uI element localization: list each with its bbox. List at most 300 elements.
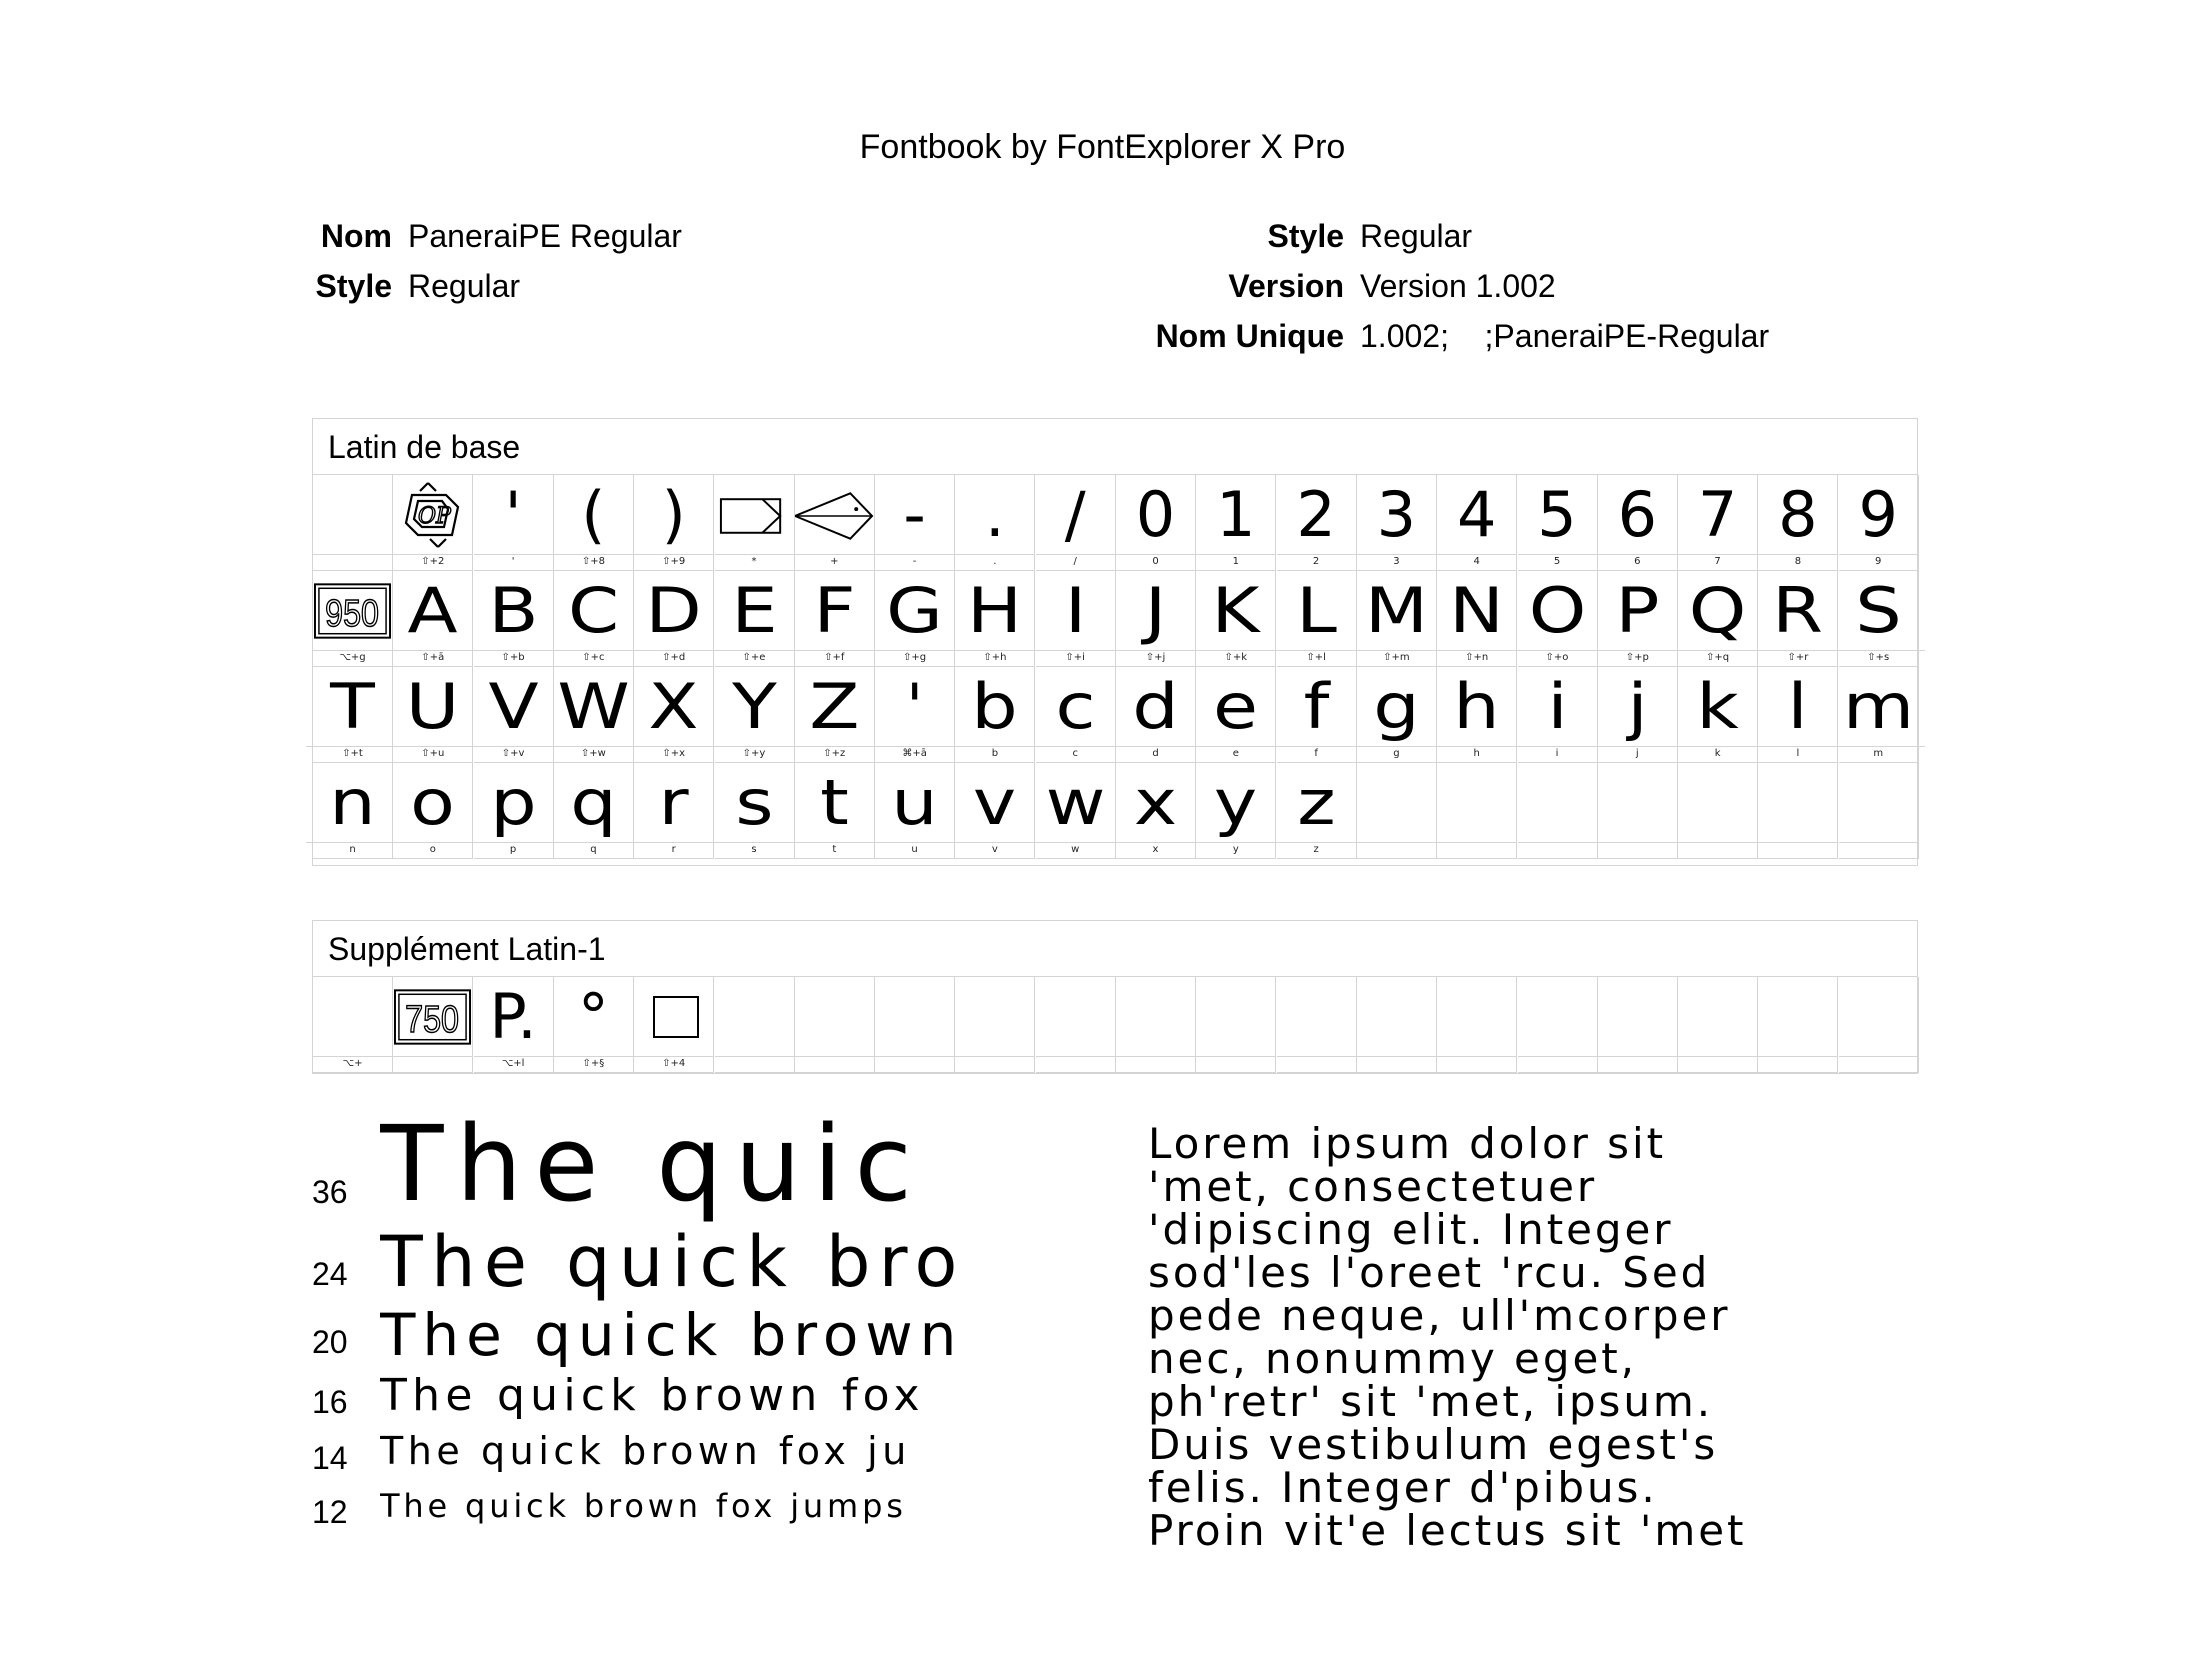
glyph-cell[interactable] <box>1036 571 1116 667</box>
glyph-cell[interactable] <box>313 763 393 859</box>
needle-glyph-icon <box>795 485 874 545</box>
glyph-cell[interactable] <box>1036 475 1116 571</box>
glyph-cell[interactable] <box>393 571 473 667</box>
glyph: e <box>1189 667 1282 747</box>
glyph-cell[interactable] <box>1839 667 1919 763</box>
glyph-cell[interactable] <box>1758 977 1838 1073</box>
glyph-cell[interactable] <box>1678 475 1758 571</box>
glyph-cell[interactable] <box>955 475 1035 571</box>
glyph-cell[interactable] <box>634 667 714 763</box>
glyph-cell[interactable] <box>795 475 875 571</box>
meta-right-style-row <box>1100 214 1900 258</box>
glyph <box>795 475 874 555</box>
glyph-cell[interactable] <box>474 977 554 1073</box>
keystroke-label: ⇧+z <box>823 748 846 759</box>
glyph-cell[interactable] <box>554 475 634 571</box>
glyph-cell[interactable] <box>795 977 875 1073</box>
keystroke-label: ⌥+ <box>342 1058 363 1069</box>
meta-name-value: PaneraiPE Regular <box>408 218 682 254</box>
glyph: G <box>868 571 961 651</box>
glyph-cell[interactable] <box>795 763 875 859</box>
meta-right-style-value: Regular <box>1360 218 1473 254</box>
glyph <box>1678 977 1757 1057</box>
glyph: M <box>1350 571 1443 651</box>
keystroke-label: ⇧+r <box>1787 652 1809 663</box>
keystroke-label: ⇧+9 <box>662 556 686 567</box>
keystroke-label: ⇧+j <box>1145 652 1166 663</box>
glyph-cell[interactable] <box>1758 571 1838 667</box>
keystroke-label: 2 <box>1312 556 1320 567</box>
glyph: q <box>547 763 640 843</box>
keystroke-label: ⇧+2 <box>421 556 445 567</box>
rectangle-glyph-icon <box>715 485 794 545</box>
glyph-cell[interactable] <box>955 571 1035 667</box>
glyph-cell[interactable] <box>1518 763 1598 859</box>
keystroke-label <box>393 1056 472 1072</box>
glyph-cell[interactable] <box>634 977 714 1073</box>
glyph-cell[interactable] <box>393 763 473 859</box>
keystroke-label: w <box>1071 844 1080 855</box>
glyph <box>1116 977 1195 1057</box>
glyph-cell[interactable] <box>1437 763 1517 859</box>
glyph-cell[interactable] <box>1518 571 1598 667</box>
glyph: S <box>1832 571 1925 651</box>
glyph: z <box>1269 763 1362 843</box>
glyph: d <box>1109 667 1202 747</box>
glyph-cell[interactable] <box>715 667 795 763</box>
lorem-paragraph <box>1148 1119 1908 1555</box>
lorem-line: pede neque, ull'mcorper <box>1148 1291 1731 1340</box>
keystroke-label: ⇧+i <box>1065 652 1085 663</box>
keystroke-label: ⇧+g <box>903 652 927 663</box>
glyph: ' <box>875 667 954 747</box>
keystroke-label <box>1437 842 1516 858</box>
glyph-cell[interactable] <box>795 571 875 667</box>
glyph: n <box>306 763 399 843</box>
glyph-cell[interactable] <box>1196 571 1276 667</box>
glyph <box>1839 763 1918 843</box>
glyph-cell[interactable] <box>1839 475 1919 571</box>
glyph-cell[interactable] <box>313 977 393 1073</box>
glyph-cell[interactable] <box>875 475 955 571</box>
glyph: N <box>1430 571 1523 651</box>
glyph-cell[interactable] <box>715 763 795 859</box>
keystroke-label: 5 <box>1553 556 1561 567</box>
glyph-cell[interactable] <box>1116 763 1196 859</box>
glyph-cell[interactable] <box>474 763 554 859</box>
keystroke-label <box>313 554 392 570</box>
keystroke-label: - <box>912 556 917 567</box>
glyph: Z <box>788 667 881 747</box>
keystroke-label: ⇧+o <box>1545 652 1569 663</box>
glyph: k <box>1671 667 1764 747</box>
meta-name-row <box>312 214 912 258</box>
glyph: 2 <box>1277 475 1356 555</box>
keystroke-label: ⇧+m <box>1383 652 1410 663</box>
keystroke-label: d <box>1152 748 1159 759</box>
glyph-cell[interactable] <box>1518 475 1598 571</box>
keystroke-label: ⇧+q <box>1706 652 1730 663</box>
glyph <box>393 977 472 1057</box>
meta-right-style-label: Style <box>1267 218 1344 254</box>
keystroke-label <box>1839 1056 1918 1072</box>
glyph-cell[interactable] <box>1758 475 1838 571</box>
glyph-cell[interactable] <box>1678 571 1758 667</box>
glyph-cell[interactable] <box>554 977 634 1073</box>
section-latin-basic <box>312 418 1918 866</box>
glyph-cell[interactable] <box>1196 977 1276 1073</box>
glyph-cell[interactable] <box>1277 475 1357 571</box>
glyph: P <box>1591 571 1684 651</box>
glyph: D <box>627 571 720 651</box>
glyph: ( <box>554 475 633 555</box>
meta-name-label: Nom <box>320 218 392 254</box>
sample-text: The quic <box>380 1104 925 1224</box>
lorem-line: sod'les l'oreet 'rcu. Sed <box>1148 1248 1711 1297</box>
svg-text:950: 950 <box>325 592 379 634</box>
glyph-cell[interactable] <box>795 667 875 763</box>
keystroke-label: ⇧+4 <box>662 1058 686 1069</box>
notdef-box-icon <box>644 991 704 1043</box>
glyph <box>715 977 794 1057</box>
keystroke-label <box>715 1056 794 1072</box>
glyph <box>715 475 794 555</box>
glyph: m <box>1832 667 1925 747</box>
keystroke-label: ⇧+ā <box>421 652 445 663</box>
glyph-cell[interactable] <box>313 571 393 667</box>
keystroke-label: . <box>993 556 997 567</box>
glyph-cell[interactable] <box>313 667 393 763</box>
glyph-cell[interactable] <box>1839 763 1919 859</box>
keystroke-label <box>1196 1056 1275 1072</box>
glyph: c <box>1029 667 1122 747</box>
keystroke-label: ⇧+s <box>1867 652 1890 663</box>
keystroke-label <box>1758 842 1837 858</box>
section-latin-1-supplement <box>312 920 1918 1074</box>
glyph: T <box>306 667 399 747</box>
keystroke-label: ⇧+k <box>1224 652 1248 663</box>
glyph-cell[interactable] <box>393 977 473 1073</box>
glyph-cell[interactable] <box>313 475 393 571</box>
glyph-cell[interactable] <box>1839 977 1919 1073</box>
glyph-cell[interactable] <box>1678 977 1758 1073</box>
glyph: P. <box>474 977 553 1057</box>
glyph-cell[interactable] <box>474 571 554 667</box>
meta-unique-label: Nom Unique <box>1155 318 1344 354</box>
glyph-cell[interactable] <box>634 571 714 667</box>
glyph <box>1518 977 1597 1057</box>
glyph-cell[interactable] <box>1437 667 1517 763</box>
glyph: A <box>386 571 479 651</box>
glyph-cell[interactable] <box>1116 475 1196 571</box>
glyph-cell[interactable] <box>1277 571 1357 667</box>
keystroke-label: g <box>1393 748 1400 759</box>
glyph-cell[interactable] <box>634 475 714 571</box>
glyph-cell[interactable] <box>1758 667 1838 763</box>
glyph-cell[interactable] <box>1678 667 1758 763</box>
glyph-cell[interactable] <box>1598 977 1678 1073</box>
meta-unique-row <box>1100 314 1900 358</box>
glyph-cell[interactable] <box>875 763 955 859</box>
keystroke-label <box>1758 1056 1837 1072</box>
glyph-cell[interactable] <box>875 977 955 1073</box>
keystroke-label <box>795 1056 874 1072</box>
glyph <box>313 475 392 555</box>
glyph-cell[interactable] <box>1357 667 1437 763</box>
glyph: s <box>707 763 800 843</box>
keystroke-label: k <box>1714 748 1721 759</box>
glyph-cell[interactable] <box>1116 667 1196 763</box>
glyph-cell[interactable] <box>1437 977 1517 1073</box>
keystroke-label: b <box>991 748 999 759</box>
sample-text: The quick brown fox jumps <box>380 1487 907 1525</box>
glyph: 7 <box>1678 475 1757 555</box>
glyph-cell[interactable] <box>1357 475 1437 571</box>
badge-750-icon <box>393 986 472 1048</box>
glyph-row <box>313 475 1917 571</box>
glyph: ) <box>634 475 713 555</box>
glyph-cell[interactable] <box>1437 475 1517 571</box>
glyph: ' <box>474 475 553 555</box>
glyph-cell[interactable] <box>1598 667 1678 763</box>
glyph-cell[interactable] <box>1277 763 1357 859</box>
glyph <box>1196 977 1275 1057</box>
keystroke-label: 3 <box>1393 556 1400 567</box>
glyph-cell[interactable] <box>474 667 554 763</box>
sample-text: The quick brown fox ju <box>380 1429 911 1473</box>
glyph <box>1437 763 1516 843</box>
glyph-cell[interactable] <box>955 977 1035 1073</box>
glyph <box>1357 763 1436 843</box>
keystroke-label: ⇧+y <box>742 748 766 759</box>
glyph <box>1357 977 1436 1057</box>
keystroke-label: ⇧+n <box>1465 652 1489 663</box>
glyph <box>1598 977 1677 1057</box>
glyph: 5 <box>1518 475 1597 555</box>
lorem-line: Lorem ipsum dolor sit <box>1148 1119 1666 1168</box>
glyph-cell[interactable] <box>1196 763 1276 859</box>
keystroke-label <box>1839 842 1918 858</box>
glyph-cell[interactable] <box>875 571 955 667</box>
glyph: R <box>1751 571 1844 651</box>
glyph: / <box>1036 475 1115 555</box>
keystroke-label <box>1116 1056 1195 1072</box>
glyph-cell[interactable] <box>1277 977 1357 1073</box>
glyph: 3 <box>1357 475 1436 555</box>
glyph-cell[interactable] <box>1036 977 1116 1073</box>
keystroke-label: ⇧+e <box>742 652 766 663</box>
keystroke-label: ⇧+h <box>983 652 1007 663</box>
glyph: . <box>955 475 1034 555</box>
glyph-cell[interactable] <box>1437 571 1517 667</box>
glyph: x <box>1109 763 1202 843</box>
glyph-cell[interactable] <box>1518 977 1598 1073</box>
svg-text:OP: OP <box>417 503 451 529</box>
keystroke-label <box>955 1056 1034 1072</box>
glyph <box>313 571 392 651</box>
glyph-cell[interactable] <box>1598 571 1678 667</box>
glyph: 0 <box>1116 475 1195 555</box>
glyph: K <box>1189 571 1282 651</box>
sample-text: The quick bro <box>380 1222 966 1302</box>
keystroke-label: 6 <box>1634 556 1641 567</box>
sample-size-label: 16 <box>312 1384 348 1420</box>
keystroke-label: f <box>1314 748 1318 759</box>
keystroke-label <box>1598 1056 1677 1072</box>
glyph-cell[interactable] <box>715 571 795 667</box>
meta-style-value: Regular <box>408 268 521 304</box>
sample-size-label: 36 <box>312 1174 348 1210</box>
keystroke-label <box>1357 1056 1436 1072</box>
keystroke-label: 0 <box>1152 556 1159 567</box>
keystroke-label <box>875 1056 954 1072</box>
glyph: f <box>1269 667 1362 747</box>
meta-style-label: Style <box>315 268 392 304</box>
lorem-line: felis. Integer d'pibus. <box>1148 1463 1658 1512</box>
section-title: Latin de base <box>313 419 1917 475</box>
glyph <box>875 977 954 1057</box>
keystroke-label <box>1598 842 1677 858</box>
glyph: V <box>466 667 559 747</box>
glyph-cell[interactable] <box>955 763 1035 859</box>
glyph: o <box>386 763 479 843</box>
glyph-row <box>313 571 1917 667</box>
glyph <box>1598 763 1677 843</box>
keystroke-label <box>1678 1056 1757 1072</box>
glyph-cell[interactable] <box>1277 667 1357 763</box>
meta-version-label: Version <box>1228 268 1344 304</box>
glyph-cell[interactable] <box>1196 475 1276 571</box>
glyph <box>795 977 874 1057</box>
sample-size-label: 12 <box>312 1494 348 1530</box>
keystroke-label: c <box>1072 748 1078 759</box>
glyph: 1 <box>1196 475 1275 555</box>
glyph-cell[interactable] <box>554 763 634 859</box>
glyph-cell[interactable] <box>1116 977 1196 1073</box>
meta-unique-value: 1.002; ;PaneraiPE-Regular <box>1360 318 1770 354</box>
glyph-cell[interactable] <box>1357 571 1437 667</box>
panerai-logo-icon <box>398 479 468 551</box>
page-title: Fontbook by FontExplorer X Pro <box>859 128 1346 166</box>
glyph-cell[interactable] <box>875 667 955 763</box>
glyph <box>1518 763 1597 843</box>
glyph-cell[interactable] <box>393 667 473 763</box>
keystroke-label: ⇧+l <box>1306 652 1326 663</box>
keystroke-label <box>1518 1056 1597 1072</box>
keystroke-label: n <box>349 844 356 855</box>
glyph-cell[interactable] <box>1357 977 1437 1073</box>
glyph-cell[interactable] <box>1839 571 1919 667</box>
glyph: v <box>948 763 1041 843</box>
glyph-cell[interactable] <box>554 667 634 763</box>
sample-size-label: 14 <box>312 1440 348 1476</box>
lorem-line: 'dipiscing elit. Integer <box>1148 1205 1674 1254</box>
glyph-cell[interactable] <box>1678 763 1758 859</box>
glyph-cell[interactable] <box>715 977 795 1073</box>
glyph <box>313 977 392 1057</box>
keystroke-label <box>1277 1056 1356 1072</box>
keystroke-label: ⇧+v <box>501 748 525 759</box>
keystroke-label: ⇧+§ <box>582 1058 605 1069</box>
keystroke-label: e <box>1232 748 1239 759</box>
glyph: W <box>547 667 640 747</box>
glyph-cell[interactable] <box>1036 667 1116 763</box>
keystroke-label: o <box>429 844 436 855</box>
svg-text:750: 750 <box>405 998 460 1040</box>
keystroke-label: / <box>1073 556 1077 567</box>
glyph: b <box>948 667 1041 747</box>
glyph: X <box>627 667 720 747</box>
meta-version-row <box>1100 264 1900 308</box>
glyph: g <box>1350 667 1443 747</box>
sample-size-label: 20 <box>312 1324 348 1360</box>
glyph <box>955 977 1034 1057</box>
glyph-cell[interactable] <box>1598 763 1678 859</box>
glyph: H <box>948 571 1041 651</box>
sample-text: The quick brown fox <box>380 1370 925 1421</box>
keystroke-label: r <box>671 844 676 855</box>
meta-version-value: Version 1.002 <box>1360 268 1556 304</box>
keystroke-label: z <box>1313 844 1319 855</box>
keystroke-label <box>1357 842 1436 858</box>
keystroke-label <box>1437 1056 1516 1072</box>
glyph-cell[interactable] <box>1357 763 1437 859</box>
glyph: L <box>1269 571 1362 651</box>
glyph: w <box>1029 763 1122 843</box>
glyph-cell[interactable] <box>1598 475 1678 571</box>
glyph <box>393 475 472 555</box>
keystroke-label: ⌘+ā <box>902 748 927 759</box>
glyph: u <box>868 763 961 843</box>
keystroke-label: y <box>1232 844 1239 855</box>
glyph-cell[interactable] <box>1196 667 1276 763</box>
lorem-line: Duis vestibulum egest's <box>1148 1420 1719 1469</box>
keystroke-label: ⇧+u <box>421 748 445 759</box>
keystroke-label: + <box>830 556 839 567</box>
keystroke-label: x <box>1152 844 1159 855</box>
glyph-cell[interactable] <box>634 763 714 859</box>
glyph-cell[interactable] <box>955 667 1035 763</box>
glyph: 9 <box>1839 475 1918 555</box>
glyph-cell[interactable] <box>1758 763 1838 859</box>
glyph: Q <box>1671 571 1764 651</box>
glyph: - <box>875 475 954 555</box>
glyph-cell[interactable] <box>1518 667 1598 763</box>
keystroke-label: 8 <box>1794 556 1802 567</box>
glyph-cell[interactable] <box>715 475 795 571</box>
glyph-cell[interactable] <box>554 571 634 667</box>
glyph-cell[interactable] <box>474 475 554 571</box>
lorem-line: nec, nonummy eget, <box>1148 1334 1637 1383</box>
glyph: E <box>707 571 800 651</box>
glyph: C <box>547 571 640 651</box>
glyph-cell[interactable] <box>393 475 473 571</box>
glyph-cell[interactable] <box>1116 571 1196 667</box>
keystroke-label: l <box>1796 748 1800 759</box>
keystroke-label: u <box>911 844 918 855</box>
lorem-line: ph'retr' sit 'met, ipsum. <box>1148 1377 1714 1426</box>
glyph <box>1678 763 1757 843</box>
keystroke-label <box>1518 842 1597 858</box>
glyph: j <box>1591 667 1684 747</box>
keystroke-label: h <box>1473 748 1480 759</box>
keystroke-label: ⌥+l <box>501 1058 525 1069</box>
keystroke-label: ⇧+t <box>342 748 363 759</box>
glyph: h <box>1430 667 1523 747</box>
glyph-row <box>313 977 1917 1073</box>
glyph: F <box>788 571 881 651</box>
glyph-cell[interactable] <box>1036 763 1116 859</box>
